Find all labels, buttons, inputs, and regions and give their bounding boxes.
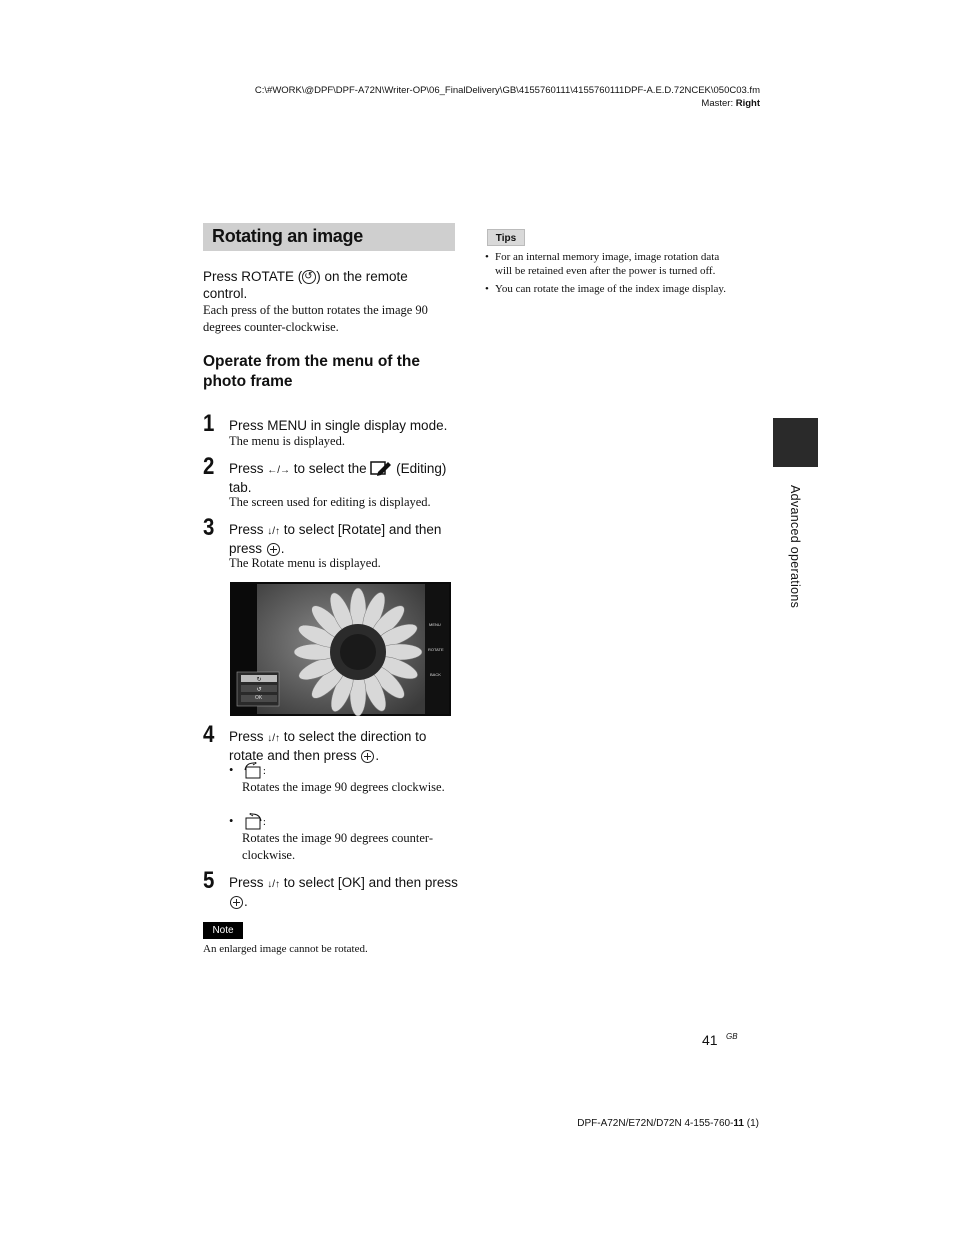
screen-ok-label: OK [255, 695, 263, 701]
rotate-ccw-description: Rotates the image 90 degrees counter-clockwise. [242, 831, 433, 862]
intro-instruction: Press ROTATE ( ↺ ) on the remote control. [203, 269, 408, 301]
step-5-text: Press ↓/↑ to select [OK] and then press . [229, 875, 458, 909]
rotate-menu-screenshot [230, 582, 451, 716]
step-4-text: Press ↓/↑ to select the direction to rotate and then press . [229, 729, 427, 763]
step-number: 1 [203, 410, 215, 437]
note-text: An enlarged image cannot be rotated. [203, 943, 368, 955]
step-1-text: Press MENU in single display mode. [229, 418, 448, 433]
chapter-tab [773, 418, 818, 467]
svg-text::: : [263, 817, 266, 828]
chapter-tab-label: Advanced operations [788, 485, 802, 609]
document-header [255, 84, 760, 110]
down-up-arrows-icon: ↓/↑ [267, 526, 281, 537]
step-3-detail: The Rotate menu is displayed. [229, 556, 381, 570]
step-number: 2 [203, 453, 215, 480]
step-1-detail: The menu is displayed. [229, 434, 345, 448]
rotate-cw-description: Rotates the image 90 degrees clockwise. [242, 780, 445, 794]
down-up-arrows-icon: ↓/↑ [267, 879, 281, 890]
tips-badge: Tips [487, 229, 525, 246]
note-badge: Note [203, 922, 243, 939]
footer-model: DPF-A72N/E72N/D72N 4-155-760-11 (1) [577, 1118, 759, 1129]
subheading: Operate from the menu of the photo frame [203, 353, 421, 390]
step-number: 3 [203, 514, 215, 541]
enter-plus-circle-icon [361, 750, 374, 763]
step-2-detail: The screen used for editing is displayed. [229, 495, 431, 509]
tip-item: • You can rotate the image of the index image display. [485, 283, 726, 295]
svg-text:↻: ↻ [256, 676, 262, 683]
screen-back-label: BACK [430, 672, 441, 677]
step-2-text: Press ←/→ to select the (Editing) tab. [229, 461, 447, 495]
screen-sidebar-label: ROTATE [428, 647, 444, 652]
svg-text:↺: ↺ [256, 686, 262, 693]
sunflower-photo [230, 582, 451, 716]
enter-plus-circle-icon [230, 896, 243, 909]
down-up-arrows-icon: ↓/↑ [267, 733, 281, 744]
page-language-suffix: GB [726, 1032, 738, 1041]
screen-menu-label: MENU [429, 622, 441, 627]
page-number: 41 [702, 1032, 718, 1048]
section-title: Rotating an image [212, 226, 363, 246]
tip-item: • For an internal memory image, image rotation data will be retained even after the power is turned off. [485, 251, 720, 277]
editing-pencil-icon [370, 461, 392, 476]
step-number: 5 [203, 867, 215, 894]
file-path: C:\#WORK\@DPF\DPF-A72N\Writer-OP\06_FinalDelivery\GB\4155760111\4155760111DPF-A.E.D.72NCEK\050C03.fm [254, 85, 760, 96]
master-page: Master: Right [701, 98, 760, 109]
step-3-text: Press ↓/↑ to select [Rotate] and then press . [229, 522, 442, 556]
section-title-bar [203, 223, 455, 251]
left-right-arrows-icon: ←/→ [267, 465, 291, 476]
bullet: • [229, 763, 234, 777]
bullet: • [229, 814, 234, 828]
svg-text::: : [263, 766, 266, 777]
step-number: 4 [203, 721, 215, 748]
intro-detail: Each press of the button rotates the image 90 degrees counter-clockwise. [203, 303, 428, 334]
rotate-ccw-icon: ↺ [302, 270, 316, 284]
